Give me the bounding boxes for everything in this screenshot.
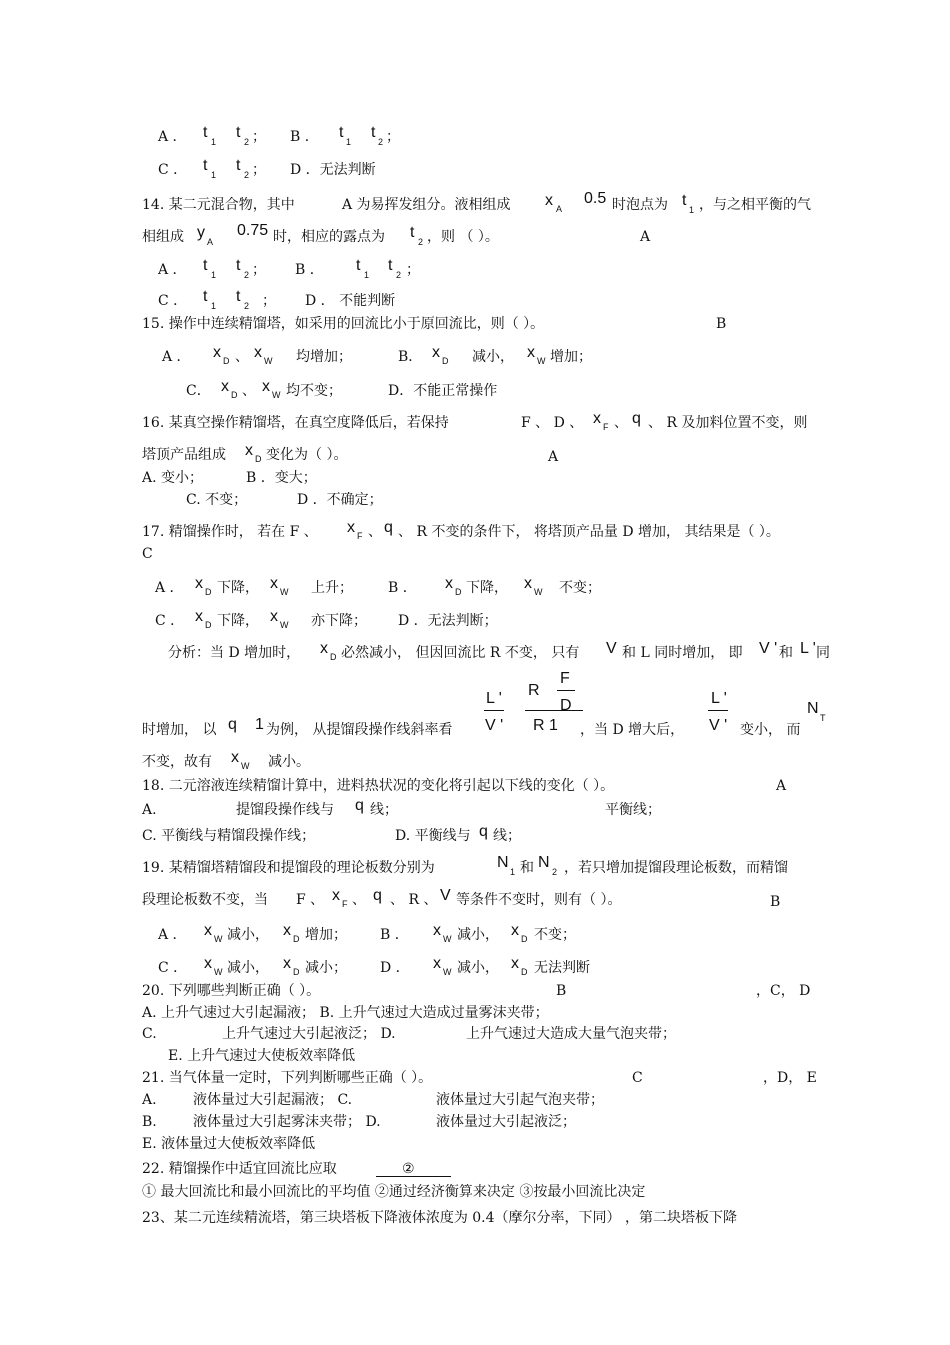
text-fragment: 2 [244,270,250,280]
text-fragment: D [205,587,212,597]
text-fragment: F 、 D 、 [521,415,584,431]
text-fragment: V ' [759,640,778,657]
text-fragment: ； [252,262,266,278]
text-fragment: D [205,620,212,630]
text-fragment: q [384,519,393,536]
text-fragment: t [388,257,393,274]
text-fragment: 上升； [311,580,353,596]
text-fragment: x [511,922,519,939]
answer-blank-underline [376,1176,451,1177]
text-fragment: B. [142,1114,157,1130]
text-fragment: D [442,356,449,366]
text-fragment: D ． [380,960,410,976]
text-fragment: W [280,620,289,630]
text-fragment: 17. 精馏操作时， 若在 F 、 [142,524,318,540]
text-fragment: x [270,575,278,592]
text-fragment: 线； [493,828,521,844]
text-fragment: 和 [779,645,793,661]
text-fragment: x [231,749,239,766]
text-fragment: ，则 （ ）。 [427,229,499,245]
text-fragment: C ． [158,162,188,178]
text-fragment: 、 R 、 [390,892,438,908]
text-fragment: B． [398,349,423,365]
text-fragment: 液体量过大引起气泡夹带； [436,1092,604,1108]
text-fragment: 同 [816,645,830,661]
text-fragment: q [355,797,364,814]
text-fragment: B ． [290,129,319,145]
text-fragment: x [527,344,535,361]
text-fragment: A 为易挥发组分。液相组成 [342,197,511,213]
text-fragment: 2 [244,137,250,147]
text-fragment: 减小， [227,960,269,976]
text-fragment: D ．不确定； [297,492,383,508]
text-fragment: A [640,229,651,245]
text-fragment: C. [142,1026,157,1042]
text-fragment: 2 [418,237,424,247]
text-fragment: 、 [368,524,382,540]
text-fragment: W [280,587,289,597]
text-fragment: 液体量过大引起雾沫夹带； D. [193,1114,381,1130]
text-fragment: 1 [255,716,264,733]
text-fragment: 1 [211,137,217,147]
text-fragment: L ' [800,640,816,657]
text-fragment: 提馏段操作线与 [236,802,334,818]
text-fragment: A ． [158,927,187,943]
text-fragment: W [272,390,281,400]
text-fragment: x [524,575,532,592]
text-fragment: 、 [235,349,249,365]
text-fragment: W [264,356,273,366]
text-fragment: B ． [388,580,417,596]
text-fragment: A [776,778,787,794]
text-fragment: 相组成 [142,229,184,245]
text-fragment: 下降， [217,580,259,596]
text-fragment: ，与之相平衡的气 [699,197,811,213]
text-fragment: 塔顶产品组成 [142,447,226,463]
text-fragment: W [537,356,546,366]
text-fragment: x [511,955,519,972]
text-fragment: ； [252,162,266,178]
text-fragment: 亦下降； [311,613,367,629]
text-fragment: x [545,192,553,209]
text-fragment: A ． [155,580,184,596]
text-fragment: y [197,224,205,241]
text-fragment: 减小。 [268,754,310,770]
text-fragment: 液体量过大引起漏液； C. [193,1092,353,1108]
text-fragment: 14. 某二元混合物，其中 [142,197,295,213]
text-fragment: x [262,378,270,395]
text-fragment: 减小， [457,927,499,943]
text-fragment: ① 最大回流比和最小回流比的平均值 ②通过经济衡算来决定 ③按最小回流比决定 [142,1184,646,1200]
text-fragment: 20. 下列哪些判断正确（ ）。 [142,983,321,999]
text-fragment: D [293,934,300,944]
text-fragment: q [632,410,641,427]
text-fragment: 和 [520,860,534,876]
text-fragment: 和 L 同时增加， 即 [622,645,743,661]
text-fragment: C [632,1070,643,1086]
text-fragment: t [236,257,241,274]
text-fragment: 不变，故有 [142,754,212,770]
text-fragment: 无法判断 [534,960,590,976]
text-fragment: 1 [689,205,695,215]
text-fragment: 下降， [466,580,508,596]
text-fragment: A. [142,1092,157,1108]
text-fragment: D [223,356,230,366]
text-fragment: A ． [162,349,191,365]
text-fragment: A ． [158,262,187,278]
text-fragment: W [214,967,223,977]
text-fragment: 减小， [227,927,269,943]
text-fragment: 分析：当 D 增加时， [168,645,301,661]
text-fragment: ，C， D [756,983,811,999]
text-fragment: R [528,682,540,699]
text-fragment: D [521,934,528,944]
text-fragment: N [807,700,819,717]
text-fragment: 上升气速过大造成大量气泡夹带； [466,1026,676,1042]
text-fragment: C ． [158,293,188,309]
text-fragment: 上升气速过大引起液泛； D. [222,1026,396,1042]
text-fragment: q [479,823,488,840]
text-fragment: D [521,967,528,977]
text-fragment: 2 [378,137,384,147]
text-fragment: 为例， 从提馏段操作线斜率看 [266,722,453,738]
text-fragment: 、 R 不变的条件下， 将塔顶产品量 D 增加， 其结果是（ ）。 [398,524,780,540]
text-fragment: 23、某二元连续精流塔，第三块塔板下降液体浓度为 0.4（摩尔分率，下同） ，第二块塔板下降 [142,1210,737,1226]
text-fragment: x [254,344,262,361]
text-fragment: x [195,575,203,592]
text-fragment: C. 平衡线与精馏段操作线； [142,828,316,844]
text-fragment: 18. 二元溶液连续精馏计算中，进料热状况的变化将引起以下线的变化（ ）。 [142,778,615,794]
text-fragment: ； [252,129,266,145]
text-fragment: 、 [242,383,256,399]
text-fragment: 变小， 而 [740,722,801,738]
text-fragment: ，D， E [763,1070,817,1086]
text-fragment: 、 [614,415,628,431]
text-fragment: B [716,316,727,332]
text-fragment: W [214,934,223,944]
text-fragment: V ' [709,717,728,734]
text-fragment: D [255,454,262,464]
text-fragment: x [332,887,340,904]
text-fragment: 增加； [550,349,592,365]
text-fragment: x [347,519,355,536]
text-fragment: D. 平衡线与 [395,828,471,844]
text-fragment: 16. 某真空操作精馏塔，在真空度降低后，若保持 [142,415,449,431]
text-fragment: 、 R 及加料位置不变，则 [648,415,808,431]
text-fragment: t [236,124,241,141]
text-fragment: 2 [244,170,250,180]
text-fragment: D．不能正常操作 [388,383,498,399]
text-fragment: 等条件不变时，则有（ ）。 [456,892,622,908]
text-fragment: B ．变大； [246,470,317,486]
text-fragment: x [283,922,291,939]
text-fragment: B [556,983,567,999]
fraction-bar [525,710,583,711]
text-fragment: 段理论板数不变，当 [142,892,268,908]
fraction-bar [708,710,728,711]
text-fragment: E. 上升气速过大使板效率降低 [168,1048,356,1064]
text-fragment: x [432,344,440,361]
text-fragment: 不变； [534,927,576,943]
text-fragment: V [606,640,617,657]
text-fragment: C ． [158,960,188,976]
text-fragment: 不变； [559,580,601,596]
text-fragment: 2 [244,301,250,311]
text-fragment: N [538,854,550,871]
text-fragment: x [433,922,441,939]
text-fragment: D [293,967,300,977]
text-fragment: D [330,652,337,662]
text-fragment: 均增加； [296,349,352,365]
text-fragment: q [373,887,382,904]
text-fragment: 1 [211,301,217,311]
text-fragment: F [560,670,570,687]
text-fragment: C． [186,383,211,399]
text-fragment: A. 上升气速过大引起漏液； B. 上升气速过大造成过量雾沫夹带； [142,1005,549,1021]
text-fragment: 减小， [472,349,514,365]
text-fragment: 0.5 [584,190,607,207]
text-fragment: t [339,124,344,141]
text-fragment: t [410,224,415,241]
text-fragment: x [204,922,212,939]
text-fragment: 1 [346,137,352,147]
text-fragment: t [203,288,208,305]
text-fragment: ，若只增加提馏段理论板数，而精馏 [564,860,788,876]
text-fragment: ； [406,262,420,278]
text-fragment: ； [386,129,400,145]
text-fragment: x [593,410,601,427]
text-fragment: T [820,713,826,723]
text-fragment: 下降， [217,613,259,629]
text-fragment: D ． 不能判断 [305,293,396,309]
text-fragment: F [603,422,609,432]
text-fragment: x [445,575,453,592]
text-fragment: E. 液体量过大使板效率降低 [142,1136,316,1152]
text-fragment: x [195,608,203,625]
text-fragment: 1 [211,270,217,280]
text-fragment: F [342,899,348,909]
text-fragment: 液体量过大引起液泛； [436,1114,576,1130]
text-fragment: 必然减小， 但因回流比 R 不变， 只有 [341,645,580,661]
text-fragment: 减小； [305,960,347,976]
text-fragment: A [556,204,563,214]
text-fragment: 增加； [305,927,347,943]
text-fragment: t [203,257,208,274]
text-fragment: C [142,546,153,562]
text-fragment: 1 [211,170,217,180]
text-fragment: D [455,587,462,597]
text-fragment: A. [142,802,157,818]
text-fragment: 平衡线； [605,802,661,818]
text-fragment: t [236,157,241,174]
text-fragment: D [560,697,572,714]
text-fragment: 15. 操作中连续精馏塔，如采用的回流比小于原回流比，则（ ）。 [142,316,545,332]
text-fragment: F 、 [296,892,325,908]
text-fragment: V ' [485,717,504,734]
text-fragment: ； [262,293,276,309]
text-fragment: 19. 某精馏塔精馏段和提馏段的理论板数分别为 [142,860,435,876]
text-fragment: t [356,257,361,274]
text-fragment: x [270,608,278,625]
text-fragment: R 1 [533,717,558,734]
text-fragment: 变化为（ ）。 [266,447,348,463]
text-fragment: x [213,344,221,361]
text-fragment: C ． [155,613,185,629]
text-fragment: 减小， [457,960,499,976]
text-fragment: L ' [486,690,502,707]
text-fragment: D ．无法判断； [398,613,498,629]
text-fragment: t [371,124,376,141]
text-fragment: A [548,449,559,465]
text-fragment: D [231,390,238,400]
text-fragment: A. 变小； [142,470,204,486]
text-fragment: A ． [158,129,187,145]
text-fragment: 线； [370,802,398,818]
text-fragment: t [203,157,208,174]
text-fragment: 、 [352,892,366,908]
text-fragment: x [433,955,441,972]
text-fragment: 时增加， 以 [142,722,217,738]
text-fragment: B ． [380,927,409,943]
text-fragment: t [682,192,687,209]
text-fragment: A [207,237,214,247]
text-fragment: x [283,955,291,972]
text-fragment: 1 [510,867,516,877]
text-fragment: D ．无法判断 [290,162,376,178]
text-fragment: 时泡点为 [612,197,668,213]
text-fragment: 均不变； [286,383,342,399]
text-fragment: ，当 D 增大后， [580,722,685,738]
text-fragment: t [203,124,208,141]
text-fragment: C. 不变； [186,492,248,508]
text-fragment: L ' [711,690,727,707]
fraction-bar [484,710,504,711]
text-fragment: q [228,716,237,733]
text-fragment: 2 [396,270,402,280]
fraction-bar [557,690,575,691]
text-fragment: N [497,854,509,871]
text-fragment: x [245,442,253,459]
text-fragment: 22. 精馏操作中适宜回流比应取 [142,1161,337,1177]
text-fragment: W [443,934,452,944]
text-fragment: F [357,531,363,541]
text-fragment: W [443,967,452,977]
text-fragment: x [320,640,328,657]
text-fragment: W [241,761,250,771]
text-fragment: 时，相应的露点为 [273,229,385,245]
text-fragment: B [770,894,781,910]
text-fragment: 2 [552,867,558,877]
text-fragment: 0.75 [237,222,269,239]
text-fragment: x [221,378,229,395]
text-fragment: B ． [295,262,324,278]
text-fragment: ② [402,1161,415,1177]
text-fragment: 1 [364,270,370,280]
text-fragment: t [236,288,241,305]
text-fragment: W [534,587,543,597]
text-fragment: 21. 当气体量一定时，下列判断哪些正确（ ）。 [142,1070,433,1086]
text-fragment: x [204,955,212,972]
text-fragment: V [440,887,451,904]
